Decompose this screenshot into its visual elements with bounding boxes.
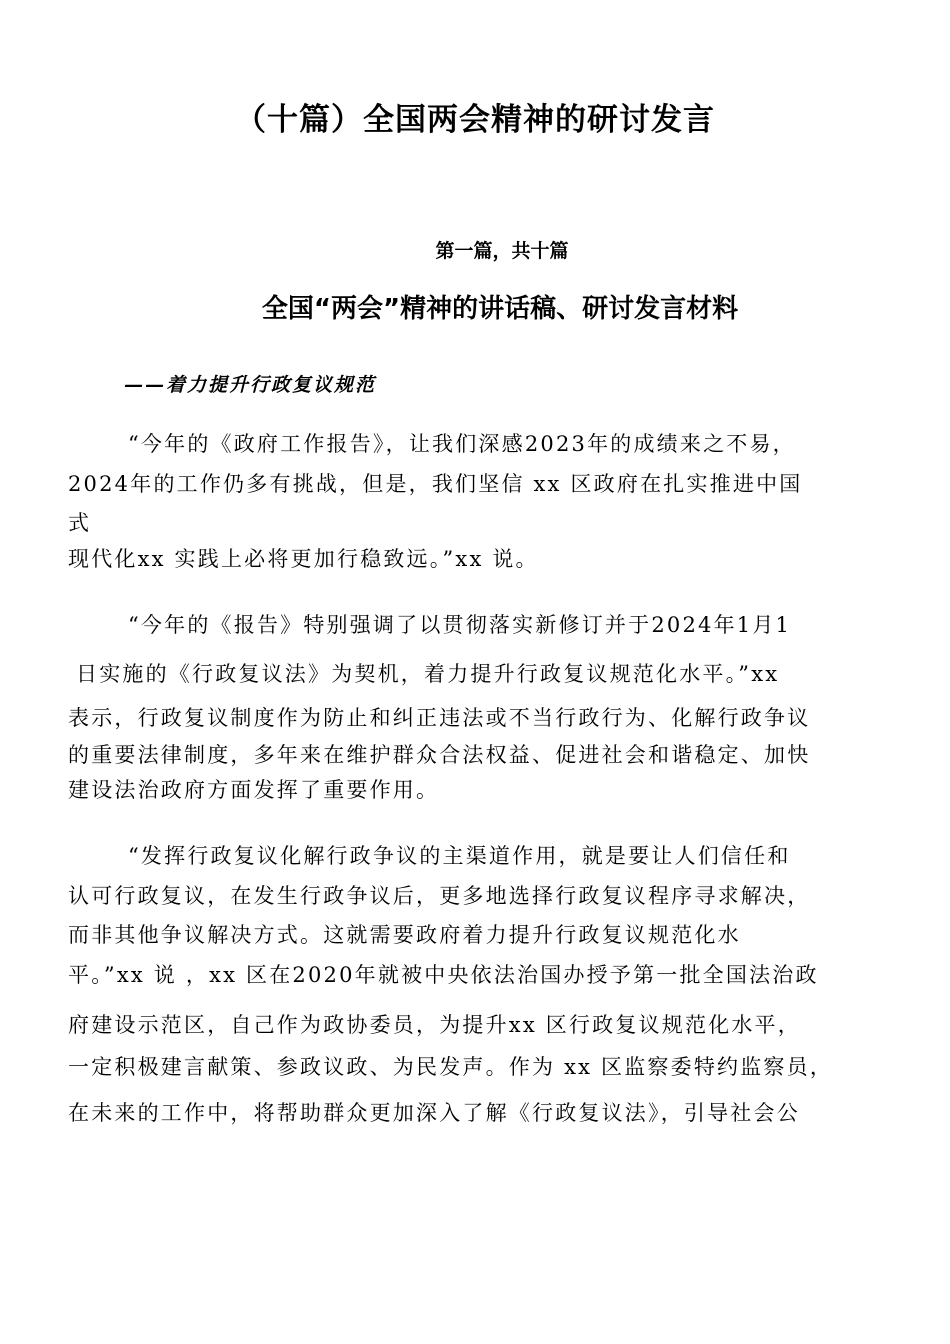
sub-heading: ——着力提升行政复议规范 [124,374,377,396]
paragraph-line: 2024年的工作仍多有挑战，但是，我们坚信 xx 区政府在扎实推进中国 [68,472,803,496]
paragraph-line: 日实施的《行政复议法》为契机，着力提升行政复议规范化水平。”xx [76,662,780,686]
paragraph-line: 的重要法律制度，多年来在维护群众合法权益、促进社会和谐稳定、加快 [68,743,811,767]
paragraph-line: 一定积极建言献策、参政议政、为民发声。作为 xx 区监察委特约监察员， [68,1055,834,1079]
paragraph-line: 现代化xx 实践上必将更加行稳致远。”xx 说。 [68,547,539,571]
document-title: （十篇）全国两会精神的研讨发言 [235,102,715,138]
document-subtitle: 全国“两会”精神的讲话稿、研讨发言材料 [261,294,739,324]
paragraph-line: 表示，行政复议制度作为防止和纠正违法或不当行政行为、化解行政争议 [68,706,811,730]
paragraph-line: 建设法治政府方面发挥了重要作用。 [68,778,440,802]
paragraph-line: “发挥行政复议化解行政争议的主渠道作用，就是要让人们信任和 [128,844,791,868]
paragraph-line: 府建设示范区，自己作为政协委员，为提升xx 区行政复议规范化水平， [68,1013,801,1037]
paragraph-line: “今年的《报告》特别强调了以贯彻落实新修订并于2024年1月1 [128,613,792,637]
paragraph-line: 平。”xx 说 ，xx 区在2020年就被中央依法治国办授予第一批全国法治政 [68,963,819,987]
chapter-label: 第一篇，共十篇 [435,240,569,262]
paragraph-line: 而非其他争议解决方式。这就需要政府着力提升行政复议规范化水 [68,923,741,947]
paragraph-line: 式 [68,511,92,535]
paragraph-line: “今年的《政府工作报告》，让我们深感2023年的成绩来之不易， [128,432,796,456]
paragraph-line: 在未来的工作中，将帮助群众更加深入了解《行政复议法》，引导社会公 [68,1101,800,1125]
paragraph-line: 认可行政复议，在发生行政争议后，更多地选择行政复议程序寻求解决， [68,884,811,908]
